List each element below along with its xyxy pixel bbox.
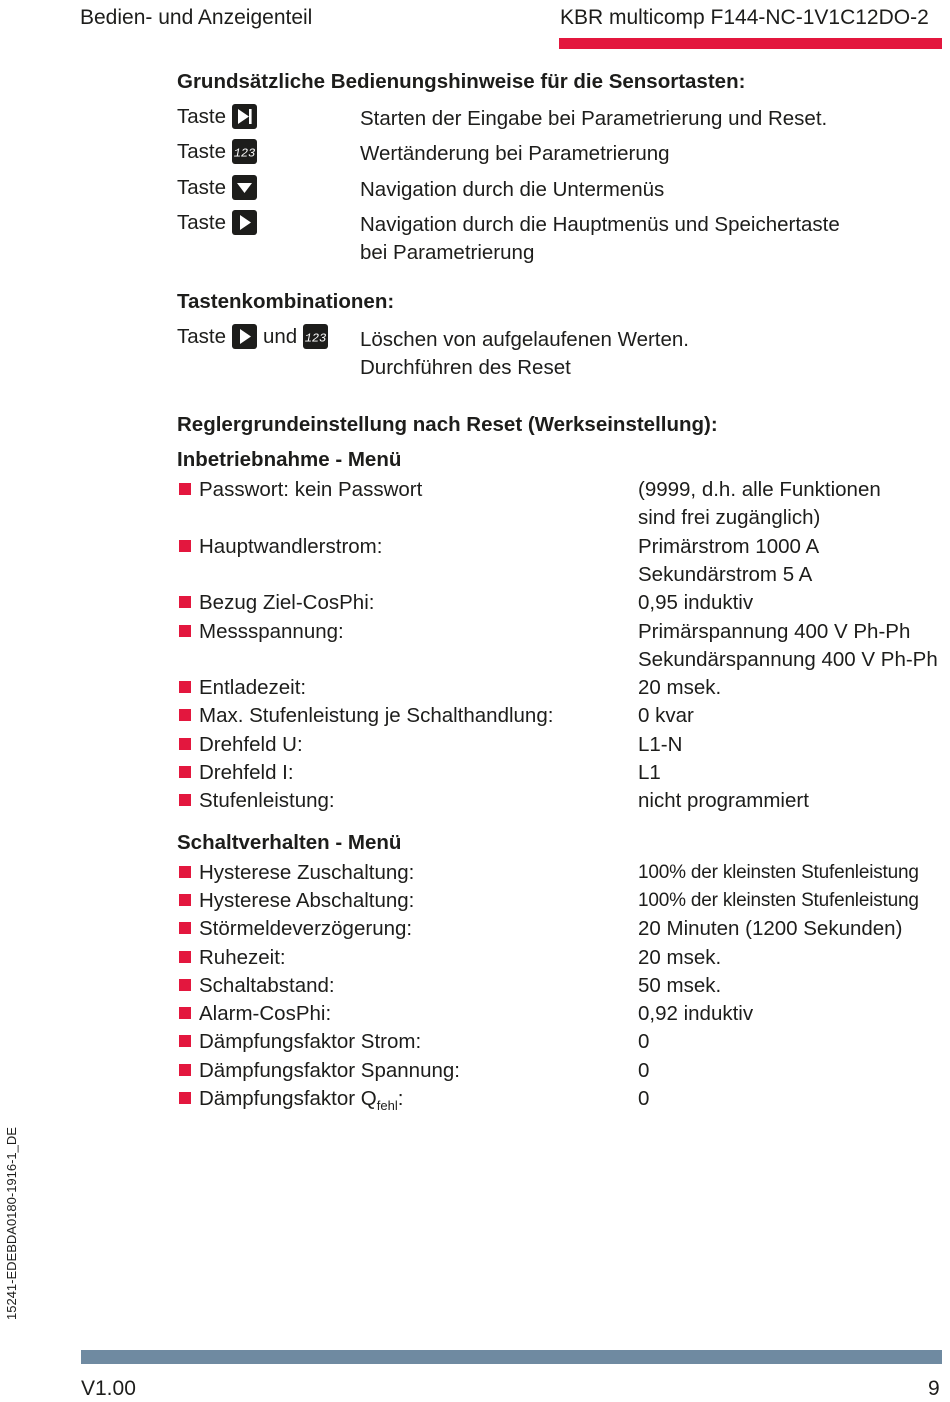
header-section-title: Bedien- und Anzeigenteil: [80, 6, 313, 29]
setting-value: sind frei zugänglich): [638, 506, 821, 529]
setting-value: 0,92 induktiv: [638, 1002, 754, 1025]
settings-row-continuation: [177, 561, 942, 589]
bullet-square-icon: [179, 1064, 191, 1076]
footer-bar: [81, 1350, 942, 1364]
settings-row: [177, 944, 942, 972]
footer-version: V1.00: [81, 1377, 136, 1400]
setting-value: 100% der kleinsten Stufenleistung: [638, 862, 919, 883]
key-word: Taste: [177, 210, 226, 234]
key-word: Taste: [177, 175, 226, 199]
setting-value: (9999, d.h. alle Funktionen: [638, 478, 881, 501]
setting-label: Schaltabstand:: [199, 974, 335, 997]
bullet-square-icon: [179, 681, 191, 693]
bullet-square-icon: [179, 951, 191, 963]
setting-label: Störmeldeverzögerung:: [199, 917, 413, 940]
bullet-square-icon: [179, 794, 191, 806]
key-row-4-desc-line1: Navigation durch die Hauptmenüs und Speichertaste: [360, 213, 840, 236]
setting-value: Sekundärstrom 5 A: [638, 563, 813, 586]
key-row-1-label: [177, 104, 257, 129]
bullet-square-icon: [179, 1035, 191, 1047]
settings-row: [177, 1085, 942, 1113]
setting-label: Drehfeld I:: [199, 761, 294, 784]
setting-label: Dämpfungsfaktor Strom:: [199, 1030, 422, 1053]
bullet-square-icon: [179, 766, 191, 778]
settings-row: [177, 702, 942, 730]
digits-123-icon: [232, 139, 257, 164]
key-row-3-desc: Navigation durch die Untermenüs: [360, 178, 665, 201]
settings-row: [177, 731, 942, 759]
setting-value: 0: [638, 1030, 650, 1053]
key-row-3-label: [177, 175, 257, 200]
settings-row: [177, 618, 942, 646]
and-word: und: [263, 324, 298, 348]
startup-menu-title: Inbetriebnahme - Menü: [177, 448, 402, 471]
setting-label: Stufenleistung:: [199, 789, 335, 812]
combination-desc: [360, 326, 689, 382]
settings-row: [177, 915, 942, 943]
setting-value: Sekundärspannung 400 V Ph-Ph: [638, 648, 938, 671]
settings-row: [177, 759, 942, 787]
reset-defaults-heading: Reglergrundeinstellung nach Reset (Werkseinstellung):: [177, 413, 718, 436]
setting-value: 100% der kleinsten Stufenleistung: [638, 890, 919, 911]
key-word: Taste: [177, 139, 226, 163]
settings-row: [177, 674, 942, 702]
bullet-square-icon: [179, 894, 191, 906]
triangle-down-icon: [232, 175, 257, 200]
triangle-right-icon: [232, 324, 257, 349]
triangle-right-icon: [232, 210, 257, 235]
sensor-keys-heading: Grundsätzliche Bedienungshinweise für die Sensortasten:: [177, 70, 746, 93]
key-word: Taste: [177, 104, 226, 128]
setting-value: 0: [638, 1087, 650, 1110]
bullet-square-icon: [179, 625, 191, 637]
setting-value: L1: [638, 761, 661, 784]
setting-value: L1-N: [638, 733, 683, 756]
setting-label: Max. Stufenleistung je Schalthandlung:: [199, 704, 554, 727]
settings-row-continuation: [177, 646, 942, 674]
setting-label: Messspannung:: [199, 620, 344, 643]
digits-123-icon: [303, 324, 328, 349]
key-row-4-label: [177, 210, 257, 235]
settings-row: [177, 887, 942, 915]
settings-row: [177, 1057, 942, 1085]
setting-label: Passwort: kein Passwort: [199, 478, 423, 501]
setting-value: Primärspannung 400 V Ph-Ph: [638, 620, 911, 643]
key-row-1-desc: Starten der Eingabe bei Parametrierung und Reset.: [360, 107, 828, 130]
bullet-square-icon: [179, 738, 191, 750]
header-accent-bar: [559, 38, 942, 49]
play-end-icon: [232, 104, 257, 129]
combination-desc-line2: Durchführen des Reset: [360, 356, 571, 379]
setting-value: nicht programmiert: [638, 789, 809, 812]
bullet-square-icon: [179, 709, 191, 721]
settings-row: [177, 1000, 942, 1028]
key-word: Taste: [177, 324, 226, 348]
combination-desc-line1: Löschen von aufgelaufenen Werten.: [360, 328, 690, 351]
bullet-square-icon: [179, 596, 191, 608]
svg-text:123: 123: [233, 146, 256, 161]
combinations-heading: Tastenkombinationen:: [177, 290, 395, 313]
setting-value: Primärstrom 1000 A: [638, 535, 820, 558]
setting-label: Entladezeit:: [199, 676, 307, 699]
setting-value: 20 msek.: [638, 676, 722, 699]
setting-label: Ruhezeit:: [199, 946, 286, 969]
setting-value: 20 msek.: [638, 946, 722, 969]
setting-label: Dämpfungsfaktor Spannung:: [199, 1059, 460, 1082]
settings-row: [177, 1028, 942, 1056]
settings-row: [177, 859, 942, 887]
key-row-2-desc: Wertänderung bei Parametrierung: [360, 142, 670, 165]
svg-text:123: 123: [304, 331, 327, 346]
setting-label-subscript: fehl: [376, 1098, 398, 1113]
setting-label: [199, 1085, 403, 1115]
setting-label: Bezug Ziel-CosPhi:: [199, 591, 375, 614]
setting-value: 0,95 induktiv: [638, 591, 754, 614]
settings-row: [177, 787, 942, 815]
settings-row: [177, 589, 942, 617]
setting-value: 50 msek.: [638, 974, 722, 997]
settings-row: [177, 533, 942, 561]
setting-value: 20 Minuten (1200 Sekunden): [638, 917, 903, 940]
bullet-square-icon: [179, 979, 191, 991]
bullet-square-icon: [179, 1092, 191, 1104]
settings-row: [177, 476, 942, 504]
page-number: 9: [928, 1377, 940, 1400]
setting-label-main: Dämpfungsfaktor Q: [199, 1087, 377, 1110]
bullet-square-icon: [179, 483, 191, 495]
bullet-square-icon: [179, 1007, 191, 1019]
key-row-4-desc-line2: bei Parametrierung: [360, 241, 535, 264]
switching-menu-title: Schaltverhalten - Menü: [177, 831, 402, 854]
setting-label: Hauptwandlerstrom:: [199, 535, 383, 558]
setting-label: Drehfeld U:: [199, 733, 303, 756]
key-row-4-desc: [360, 211, 840, 267]
settings-row: [177, 972, 942, 1000]
setting-label: Alarm-CosPhi:: [199, 1002, 332, 1025]
setting-label-suffix: :: [397, 1087, 404, 1110]
setting-value: 0 kvar: [638, 704, 694, 727]
bullet-square-icon: [179, 540, 191, 552]
bullet-square-icon: [179, 922, 191, 934]
setting-value: 0: [638, 1059, 650, 1082]
bullet-square-icon: [179, 866, 191, 878]
setting-label: Hysterese Abschaltung:: [199, 889, 415, 912]
header-device-name: KBR multicomp F144-NC-1V1C12DO-2: [560, 6, 929, 29]
key-row-2-label: [177, 139, 257, 164]
document-code: 15241-EDEBDA0180-1916-1_DE: [4, 1127, 19, 1320]
setting-label: Hysterese Zuschaltung:: [199, 861, 415, 884]
combination-label: [177, 324, 328, 349]
settings-row-continuation: [177, 504, 942, 532]
